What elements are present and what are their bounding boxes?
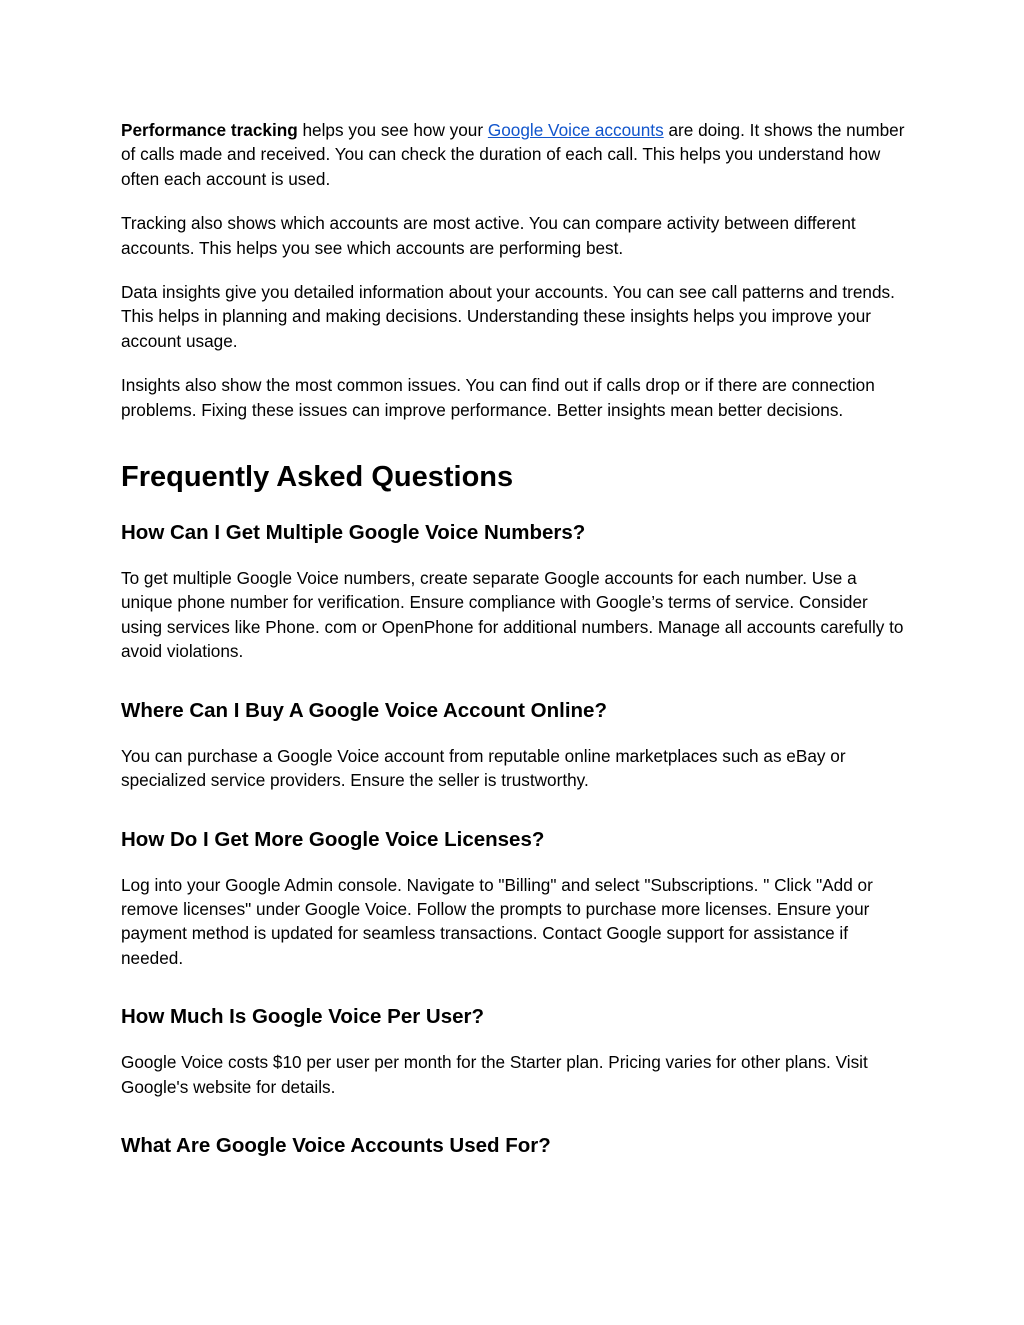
faq-question: What Are Google Voice Accounts Used For? bbox=[121, 1133, 551, 1157]
faq-answer: You can purchase a Google Voice account from reputable online marketplaces such as eBay or specialized service providers. Ensure the seller is trustworthy. bbox=[121, 745, 846, 791]
google-voice-accounts-link[interactable]: Google Voice accounts bbox=[487, 120, 664, 140]
faq-answer: Log into your Google Admin console. Navigate to "Billing" and select "Subscriptions. " Click "Add or remove licenses" under Google Voice. Follow the prompts to purchase more licenses. Ensure your payment method is updated for seamless transactions. Contact Google support for assistance if needed. bbox=[121, 874, 873, 968]
faq-question: How Can I Get Multiple Google Voice Numbers? bbox=[121, 521, 586, 545]
paragraph-text: are doing. It shows the number of calls made and received. You can check the duration of each call. This helps you understand how often each account is used. bbox=[121, 120, 905, 189]
performance-tracking-term: Performance tracking bbox=[121, 120, 298, 140]
faq-item bbox=[121, 1004, 911, 1099]
faq-list bbox=[121, 520, 911, 1159]
intro-section bbox=[121, 118, 911, 422]
faq-heading: Frequently Asked Questions bbox=[121, 461, 514, 494]
tracking-activity-paragraph: Tracking also shows which accounts are most active. You can compare activity between different accounts. This helps you see which accounts are performing best. bbox=[121, 213, 856, 258]
faq-question: How Much Is Google Voice Per User? bbox=[121, 1005, 485, 1029]
faq-item bbox=[121, 827, 911, 971]
faq-question: How Do I Get More Google Voice Licenses? bbox=[121, 827, 545, 851]
faq-item bbox=[121, 520, 911, 664]
faq-item bbox=[121, 698, 911, 793]
faq-question: Where Can I Buy A Google Voice Account Online? bbox=[121, 698, 607, 722]
common-issues-paragraph: Insights also show the most common issues. You can find out if calls drop or if there are connection problems. Fixing these issues can improve performance. Better insights mean better decisions. bbox=[121, 375, 875, 420]
data-insights-paragraph: Data insights give you detailed information about your accounts. You can see call patterns and trends. This helps in planning and making decisions. Understanding these insights helps you improve your account usage. bbox=[121, 282, 895, 351]
faq-item bbox=[121, 1133, 911, 1159]
document-page bbox=[121, 118, 911, 1159]
performance-tracking-paragraph bbox=[121, 118, 911, 191]
faq-answer: Google Voice costs $10 per user per month for the Starter plan. Pricing varies for other plans. Visit Google's website for details. bbox=[121, 1052, 868, 1097]
faq-answer: To get multiple Google Voice numbers, create separate Google accounts for each number. Use a unique phone number for verification. Ensure compliance with Google’s terms of service. Consider using services like Phone. com or OpenPhone for additional numbers. Manage all accounts carefully to avoid violations. bbox=[121, 568, 904, 662]
paragraph-text: helps you see how your bbox=[297, 120, 488, 140]
